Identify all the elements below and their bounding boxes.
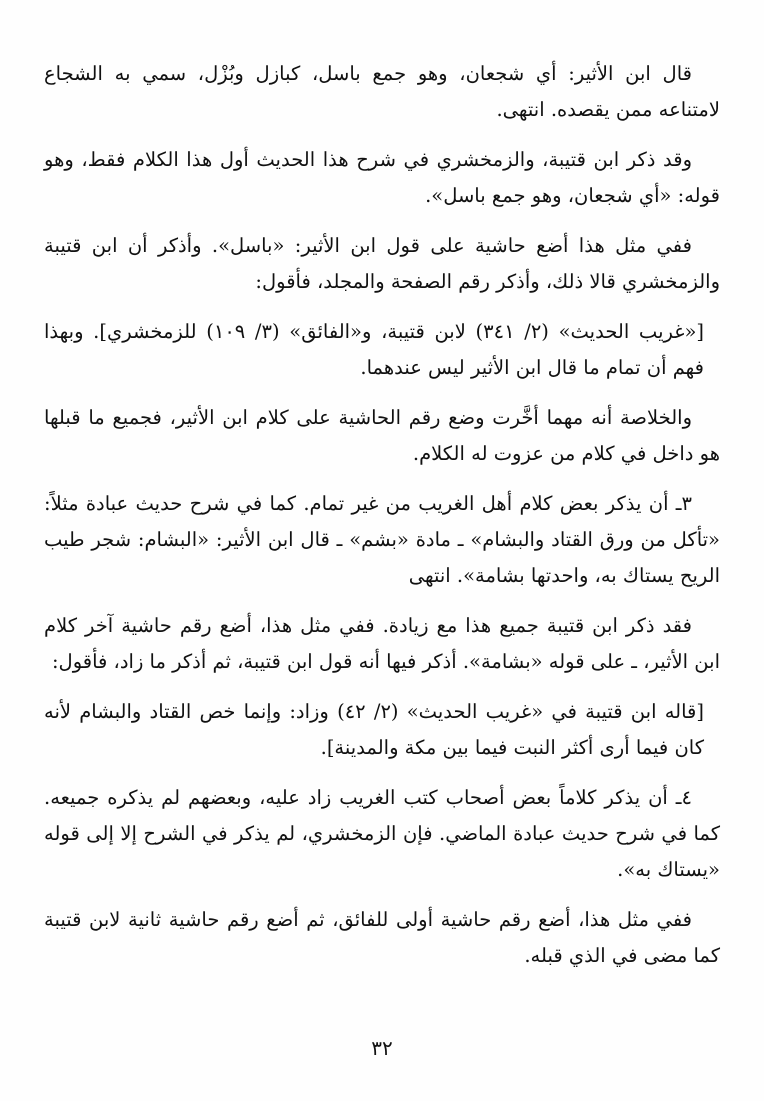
page-number: ٣٢ (371, 1036, 393, 1060)
paragraph-point-4-method: ففي مثل هذا، أضع رقم حاشية أولى للفائق، ثم أضع رقم حاشية ثانية لابن قتيبة كما مضى في الذي قبله. (44, 908, 720, 967)
paragraph-footnote-method: ففي مثل هذا أضع حاشية على قول ابن الأثير: «باسل». وأذكر أن ابن قتيبة والزمخشري قالا ذلك، وأذكر رقم الصفحة والمجلد، فأقول: (44, 234, 720, 293)
paragraph-point-3: ٣ـ أن يذكر بعض كلام أهل الغريب من غير تمام. كما في شرح حديث عبادة مثلاً: «تأكل من ورق القتاد والبشام» ـ مادة «بشم» ـ قال ابن الأثير: «البشام: شجر طيب الريح يستاك به، واحدتها بشامة». انتهى (44, 492, 720, 587)
paragraph-citation-example: [«غريب الحديث» (٢/ ٣٤١) لابن قتيبة، و«الفائق» (٣/ ١٠٩) للزمخشري]. وبهذا فهم أن تمام ما قال ابن الأثير ليس عندهما. (44, 320, 704, 379)
paragraph-point-3-citation: [قاله ابن قتيبة في «غريب الحديث» (٢/ ٤٢) وزاد: وإنما خص القتاد والبشام لأنه كان فيما أرى أكثر النبت فيما بين مكة والمدينة]. (44, 700, 704, 759)
paragraph-summary: والخلاصة أنه مهما أخَّرت وضع رقم الحاشية على كلام ابن الأثير، فجميع ما قبلها هو داخل في كلام من عزوت له الكلام. (44, 406, 720, 465)
paragraph-ibn-athir-quote: قال ابن الأثير: أي شجعان، وهو جمع باسل، كبازل وبُزْل، سمي به الشجاع لامتناعه ممن يقصده. انتهى. (44, 62, 720, 121)
paragraph-ibn-qutayba-zamakhshari: وقد ذكر ابن قتيبة، والزمخشري في شرح هذا الحديث أول هذا الكلام فقط، وهو قوله: «أي شجعان، وهو جمع باسل». (44, 148, 720, 207)
paragraph-point-4: ٤ـ أن يذكر كلاماً بعض أصحاب كتب الغريب زاد عليه، وبعضهم لم يذكره جميعه. كما في شرح حديث عبادة الماضي. فإن الزمخشري، لم يذكر في الشرح إلا إلى قوله «يستاك به». (44, 786, 720, 881)
paragraph-point-3-method: فقد ذكر ابن قتيبة جميع هذا مع زيادة. ففي مثل هذا، أضع رقم حاشية آخر كلام ابن الأثير، ـ على قوله «بشامة». أذكر فيها أنه قول ابن قتيبة، ثم أذكر ما زاد، فأقول: (44, 614, 720, 673)
body-text (44, 56, 720, 988)
